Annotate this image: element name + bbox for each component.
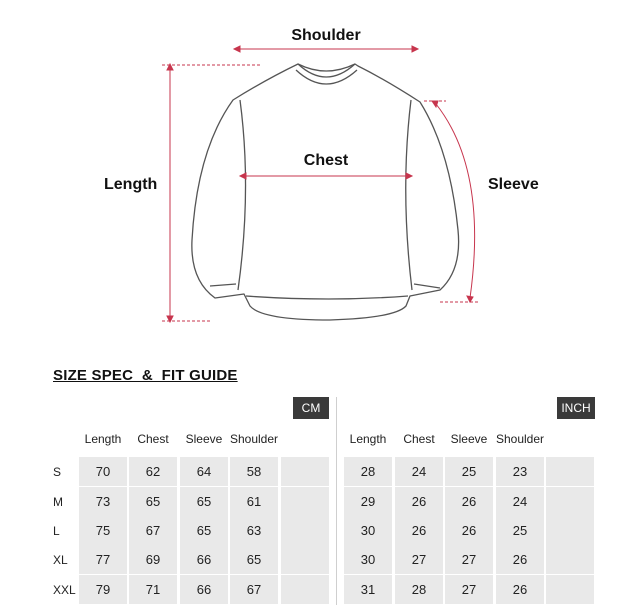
inch-value-cell: 26 — [496, 575, 544, 604]
cm-value-cell: 77 — [79, 545, 127, 574]
inch-value-cell: 25 — [496, 516, 544, 545]
empty-cell — [546, 457, 594, 486]
inch-value-cell: 26 — [496, 545, 544, 574]
cm-value-cell: 65 — [180, 487, 228, 516]
empty-cell — [546, 487, 594, 516]
cm-value-cell: 79 — [79, 575, 127, 604]
cm-value-cell: 71 — [129, 575, 177, 604]
inch-value-cell: 29 — [344, 487, 392, 516]
size-label: XL — [53, 553, 68, 567]
cm-column-header: Sleeve — [185, 432, 223, 446]
cm-column-header: Length — [84, 432, 122, 446]
inch-value-cell: 30 — [344, 516, 392, 545]
size-label: S — [53, 465, 62, 479]
cm-value-cell: 61 — [230, 487, 278, 516]
inch-value-cell: 24 — [395, 457, 443, 486]
cm-value-cell: 66 — [180, 575, 228, 604]
cm-value-cell: 70 — [79, 457, 127, 486]
inch-value-cell: 26 — [445, 487, 493, 516]
cm-column-header: Shoulder — [229, 432, 279, 446]
sweatshirt-outline — [192, 64, 459, 320]
inch-value-cell: 31 — [344, 575, 392, 604]
cm-value-cell: 66 — [180, 545, 228, 574]
cm-column-header: Chest — [137, 432, 169, 446]
empty-cell — [546, 545, 594, 574]
cm-value-cell: 65 — [180, 516, 228, 545]
inch-value-cell: 24 — [496, 487, 544, 516]
cm-value-cell: 58 — [230, 457, 278, 486]
inch-value-cell: 27 — [445, 575, 493, 604]
inch-column-header: Sleeve — [450, 432, 488, 446]
inch-value-cell: 26 — [395, 487, 443, 516]
inch-value-cell: 26 — [395, 516, 443, 545]
inch-value-cell: 23 — [496, 457, 544, 486]
cm-value-cell: 73 — [79, 487, 127, 516]
cm-value-cell: 65 — [230, 545, 278, 574]
inch-unit-badge: INCH — [557, 397, 595, 419]
empty-cell — [281, 457, 329, 486]
inch-value-cell: 27 — [395, 545, 443, 574]
inch-value-cell: 26 — [445, 516, 493, 545]
empty-cell — [546, 516, 594, 545]
empty-cell — [281, 545, 329, 574]
inch-value-cell: 28 — [344, 457, 392, 486]
size-label: L — [53, 524, 60, 538]
inch-column-header: Shoulder — [495, 432, 545, 446]
inch-column-header: Chest — [403, 432, 435, 446]
size-spec-title: SIZE SPEC & FIT GUIDE — [53, 367, 238, 384]
chest-label: Chest — [303, 152, 349, 169]
measurement-lines — [162, 46, 478, 322]
empty-cell — [281, 575, 329, 604]
empty-cell — [546, 575, 594, 604]
cm-value-cell: 75 — [79, 516, 127, 545]
shoulder-label: Shoulder — [291, 27, 361, 44]
inch-value-cell: 25 — [445, 457, 493, 486]
cm-value-cell: 64 — [180, 457, 228, 486]
cm-value-cell: 65 — [129, 487, 177, 516]
length-label: Length — [104, 176, 158, 193]
size-label: M — [53, 495, 63, 509]
size-label: XXL — [53, 583, 76, 597]
cm-value-cell: 62 — [129, 457, 177, 486]
cm-value-cell: 67 — [129, 516, 177, 545]
empty-cell — [281, 487, 329, 516]
cm-value-cell: 63 — [230, 516, 278, 545]
cm-value-cell: 69 — [129, 545, 177, 574]
cm-value-cell: 67 — [230, 575, 278, 604]
empty-cell — [281, 516, 329, 545]
table-divider — [336, 397, 337, 605]
sleeve-label: Sleeve — [488, 176, 539, 193]
inch-value-cell: 27 — [445, 545, 493, 574]
inch-column-header: Length — [349, 432, 387, 446]
inch-value-cell: 28 — [395, 575, 443, 604]
cm-unit-badge: CM — [293, 397, 329, 419]
inch-value-cell: 30 — [344, 545, 392, 574]
